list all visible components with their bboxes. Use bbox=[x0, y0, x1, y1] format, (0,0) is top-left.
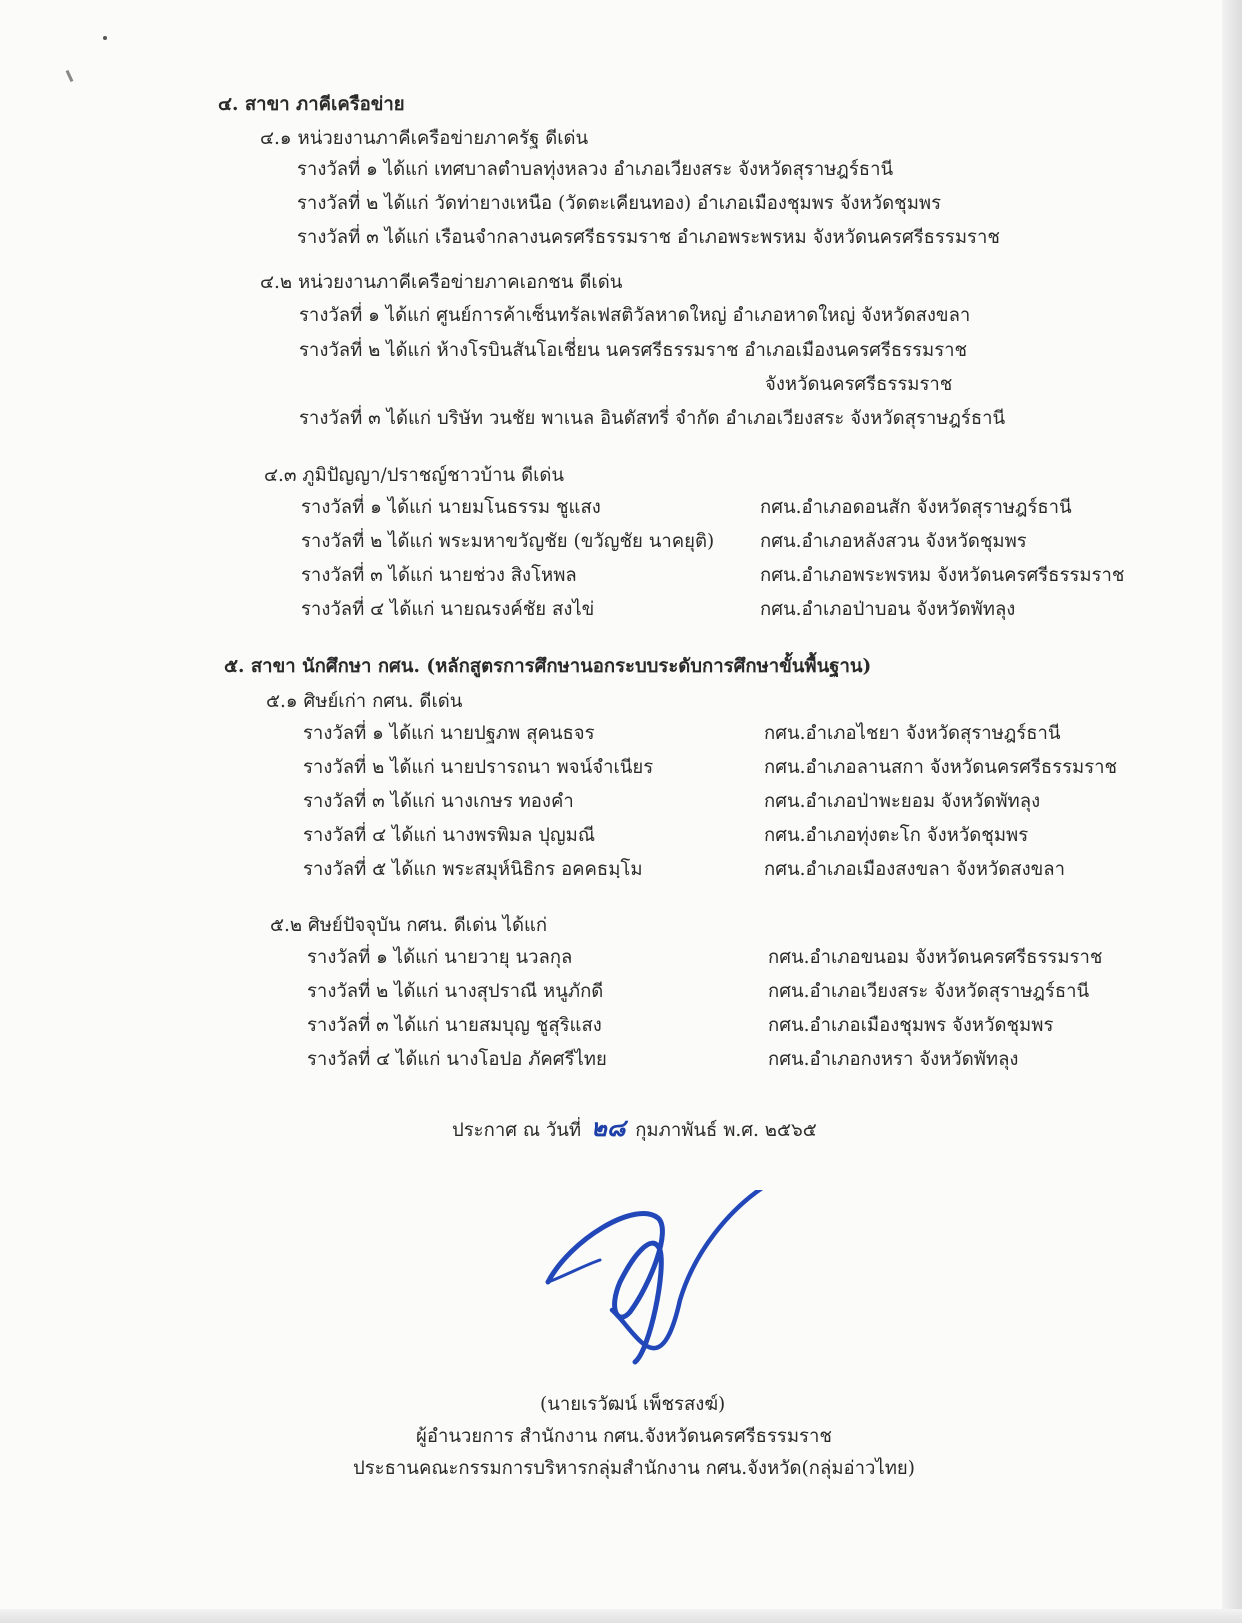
section-4-3-title: ๔.๓ ภูมิปัญญา/ปราชญ์ชาวบ้าน ดีเด่น bbox=[264, 465, 565, 486]
award-name: รางวัลที่ ๔ ได้แก่ นางพรพิมล ปุญมณี bbox=[303, 825, 596, 846]
award-office: กศน.อำเภอหลังสวน จังหวัดชุมพร bbox=[760, 531, 1027, 552]
award-line-continued: จังหวัดนครศรีธรรมราช bbox=[765, 374, 953, 395]
award-line: รางวัลที่ ๒ ได้แก่ ห้างโรบินสันโอเชี่ยน นครศรีธรรมราช อำเภอเมืองนครศรีธรรมราช bbox=[299, 340, 968, 361]
section-5-2-title: ๕.๒ ศิษย์ปัจจุบัน กศน. ดีเด่น ได้แก่ bbox=[270, 915, 548, 936]
award-name: รางวัลที่ ๒ ได้แก่ นายปรารถนา พจน์จำเนียร bbox=[303, 757, 654, 778]
section-5-1-title: ๕.๑ ศิษย์เก่า กศน. ดีเด่น bbox=[266, 691, 463, 712]
award-office: กศน.อำเภอกงหรา จังหวัดพัทลุง bbox=[768, 1049, 1019, 1070]
award-office: กศน.อำเภอเมืองชุมพร จังหวัดชุมพร bbox=[768, 1015, 1054, 1036]
signer-position: ผู้อำนวยการ สำนักงาน กศน.จังหวัดนครศรีธรรมราช bbox=[416, 1426, 832, 1447]
section-4-heading: ๔. สาขา ภาคีเครือข่าย bbox=[218, 94, 405, 115]
award-office: กศน.อำเภอเวียงสระ จังหวัดสุราษฎร์ธานี bbox=[768, 981, 1090, 1002]
paper-dot bbox=[103, 36, 107, 40]
paper-mark bbox=[66, 70, 74, 82]
award-office: กศน.อำเภอป่าบอน จังหวัดพัทลุง bbox=[760, 599, 1016, 620]
award-office: กศน.อำเภอเมืองสงขลา จังหวัดสงขลา bbox=[764, 859, 1066, 880]
page-edge-shadow bbox=[1222, 0, 1242, 1623]
award-name: รางวัลที่ ๒ ได้แก่ พระมหาขวัญชัย (ขวัญชัย นาคยุติ) bbox=[301, 531, 715, 552]
award-office: กศน.อำเภอพระพรหม จังหวัดนครศรีธรรมราช bbox=[760, 565, 1125, 586]
signer-name: (นายเรวัฒน์ เพ็ชรสงฆ์) bbox=[540, 1394, 726, 1415]
announcement-prefix: ประกาศ ณ วันที่ bbox=[452, 1120, 582, 1141]
award-office: กศน.อำเภอขนอม จังหวัดนครศรีธรรมราช bbox=[768, 947, 1103, 968]
handwritten-day: ๒๘ bbox=[591, 1113, 626, 1142]
award-name: รางวัลที่ ๑ ได้แก่ นายปฐภพ สุคนธจร bbox=[303, 723, 595, 744]
award-name: รางวัลที่ ๓ ได้แก่ นายช่วง สิงโหพล bbox=[301, 565, 577, 586]
award-name: รางวัลที่ ๕ ได้แก พระสมุห์นิธิกร อคคธมฺโม bbox=[303, 859, 643, 880]
award-line: รางวัลที่ ๒ ได้แก่ วัดท่ายางเหนือ (วัดตะเคียนทอง) อำเภอเมืองชุมพร จังหวัดชุมพร bbox=[297, 193, 942, 214]
award-line: รางวัลที่ ๑ ได้แก่ เทศบาลตำบลทุ่งหลวง อำเภอเวียงสระ จังหวัดสุราษฎร์ธานี bbox=[297, 159, 894, 180]
award-name: รางวัลที่ ๓ ได้แก่ นางเกษร ทองคำ bbox=[303, 791, 574, 812]
award-name: รางวัลที่ ๔ ได้แก่ นายณรงค์ชัย สงไข่ bbox=[301, 599, 595, 620]
award-line: รางวัลที่ ๑ ได้แก่ ศูนย์การค้าเซ็นทรัลเฟสติวัลหาดใหญ่ อำเภอหาดใหญ่ จังหวัดสงขลา bbox=[299, 305, 971, 326]
award-office: กศน.อำเภอป่าพะยอม จังหวัดพัทลุง bbox=[764, 791, 1041, 812]
award-line: รางวัลที่ ๓ ได้แก่ เรือนจำกลางนครศรีธรรมราช อำเภอพระพรหม จังหวัดนครศรีธรรมราช bbox=[297, 227, 1000, 248]
award-line: รางวัลที่ ๓ ได้แก่ บริษัท วนชัย พาเนล อินดัสทรี่ จำกัด อำเภอเวียงสระ จังหวัดสุราษฎร์ธานี bbox=[299, 408, 1006, 429]
award-name: รางวัลที่ ๔ ได้แก่ นางโอปอ ภัคศรีไทย bbox=[307, 1049, 607, 1070]
announcement-date bbox=[452, 1115, 817, 1144]
signature-icon bbox=[540, 1190, 810, 1400]
section-4-2-title: ๔.๒ หน่วยงานภาคีเครือข่ายภาคเอกชน ดีเด่น bbox=[260, 272, 623, 293]
announcement-suffix: กุมภาพันธ์ พ.ศ. ๒๕๖๕ bbox=[635, 1120, 817, 1141]
signer-position-2: ประธานคณะกรรมการบริหารกลุ่มสำนักงาน กศน.จังหวัด(กลุ่มอ่าวไทย) bbox=[353, 1458, 915, 1479]
award-name: รางวัลที่ ๒ ได้แก่ นางสุปราณี หนูภักดี bbox=[307, 981, 604, 1002]
award-name: รางวัลที่ ๑ ได้แก่ นายวายุ นวลกุล bbox=[307, 947, 573, 968]
section-4-1-title: ๔.๑ หน่วยงานภาคีเครือข่ายภาครัฐ ดีเด่น bbox=[260, 128, 589, 149]
award-office: กศน.อำเภอไชยา จังหวัดสุราษฎร์ธานี bbox=[764, 723, 1061, 744]
award-office: กศน.อำเภอลานสกา จังหวัดนครศรีธรรมราช bbox=[764, 757, 1118, 778]
section-5-heading: ๕. สาขา นักศึกษา กศน. (หลักสูตรการศึกษานอกระบบระดับการศึกษาขั้นพื้นฐาน) bbox=[224, 656, 872, 677]
award-office: กศน.อำเภอดอนสัก จังหวัดสุราษฎร์ธานี bbox=[760, 497, 1072, 518]
award-office: กศน.อำเภอทุ่งตะโก จังหวัดชุมพร bbox=[764, 825, 1029, 846]
page-bottom-shadow bbox=[0, 1609, 1242, 1623]
award-name: รางวัลที่ ๓ ได้แก่ นายสมบุญ ชูสุริแสง bbox=[307, 1015, 602, 1036]
award-name: รางวัลที่ ๑ ได้แก่ นายมโนธรรม ชูแสง bbox=[301, 497, 601, 518]
